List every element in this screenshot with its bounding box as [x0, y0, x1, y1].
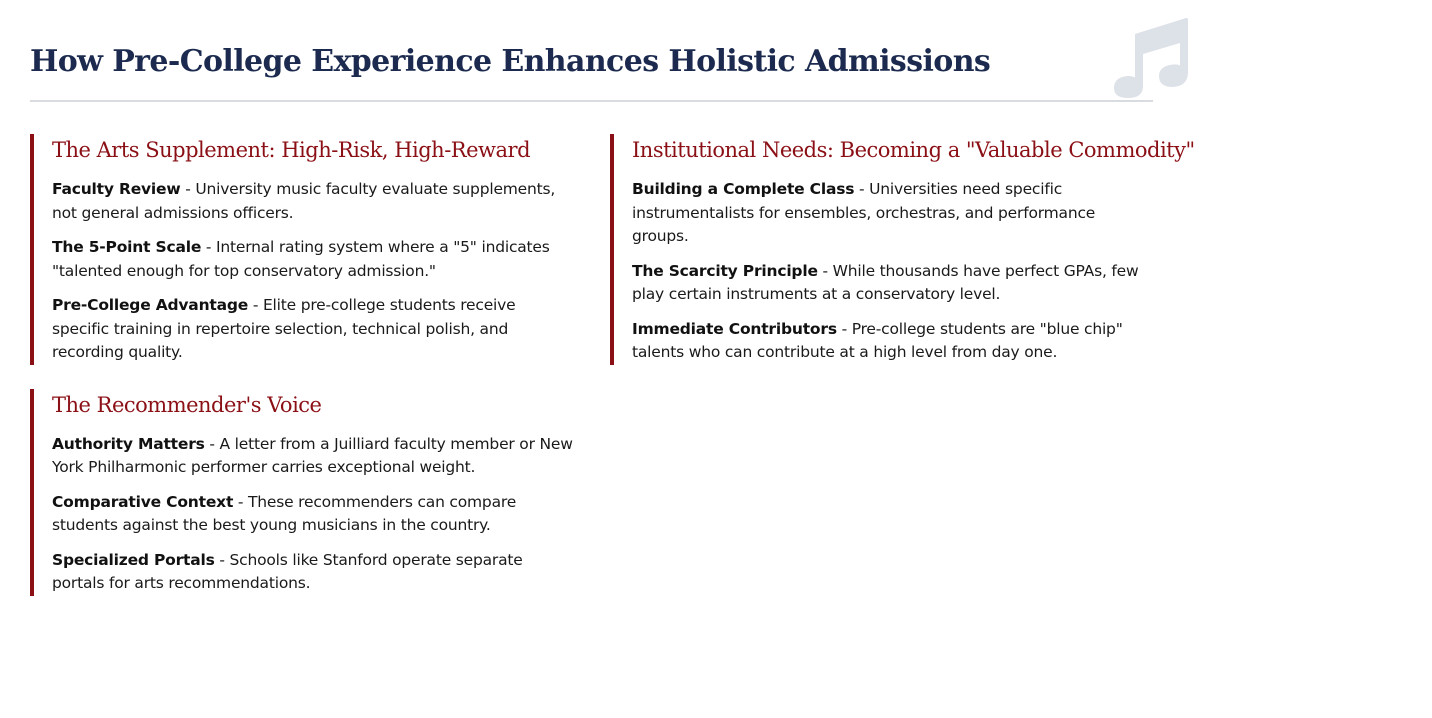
institutional-needs-section	[610, 134, 1195, 365]
section-title: The Recommender's Voice	[52, 392, 322, 417]
item-text: - University music faculty evaluate supplements, not general admissions officers.	[52, 180, 556, 222]
music-note-icon	[1106, 16, 1188, 98]
item-term: Comparative Context	[52, 492, 234, 511]
right-column	[610, 134, 1195, 389]
list-item	[632, 318, 1155, 365]
page-header	[30, 0, 1153, 102]
arts-supplement-section	[30, 134, 575, 365]
section-title: The Arts Supplement: High-Risk, High-Reward	[52, 138, 531, 162]
list-item	[52, 178, 575, 225]
item-text: - Internal rating system where a "5" indicates "talented enough for top conservatory admission."	[52, 238, 550, 280]
item-text: - These recommenders can compare students against the best young musicians in the country.	[52, 492, 517, 534]
item-term: Authority Matters	[52, 434, 205, 453]
item-text: - Schools like Stanford operate separate portals for arts recommendations.	[52, 550, 523, 592]
list-item	[52, 433, 575, 480]
page-title: How Pre-College Experience Enhances Holistic Admissions	[30, 44, 991, 79]
item-term: Immediate Contributors	[632, 319, 837, 338]
list-item	[52, 236, 575, 283]
section-title: Institutional Needs: Becoming a "Valuable Commodity"	[632, 138, 1195, 162]
item-term: Pre-College Advantage	[52, 296, 249, 314]
list-item	[52, 491, 575, 538]
item-term: The 5-Point Scale	[52, 238, 202, 256]
list-item	[632, 178, 1155, 249]
item-text: - Elite pre-college students receive specific training in repertoire selection, technical polish, and recording quality.	[52, 296, 516, 361]
item-text: - A letter from a Juilliard faculty member or New York Philharmonic performer carries exceptional weight.	[52, 434, 573, 476]
list-item	[632, 260, 1155, 307]
item-text: - Pre-college students are "blue chip" talents who can contribute at a high level from day one.	[632, 319, 1123, 361]
item-term: The Scarcity Principle	[632, 261, 818, 280]
document-page	[30, 0, 1195, 592]
item-term: Building a Complete Class	[632, 180, 855, 198]
recommender-voice-section	[30, 389, 575, 596]
item-text: - While thousands have perfect GPAs, few play certain instruments at a conservatory level.	[632, 261, 1139, 303]
item-term: Specialized Portals	[52, 550, 215, 569]
list-item	[52, 294, 575, 365]
left-column	[30, 134, 575, 620]
item-term: Faculty Review	[52, 180, 181, 198]
item-text: - Universities need specific instrumentalists for ensembles, orchestras, and performance groups.	[632, 180, 1096, 245]
list-item	[52, 549, 575, 596]
